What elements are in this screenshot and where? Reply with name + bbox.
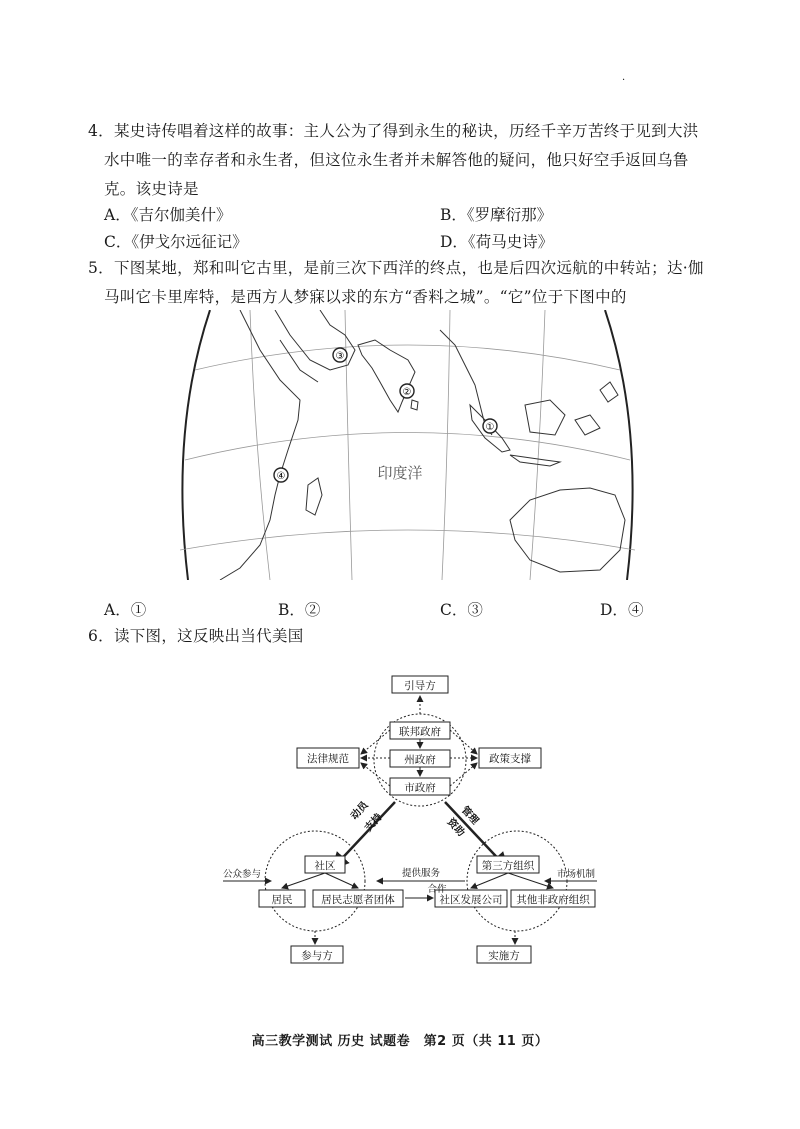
question-5	[88, 254, 718, 312]
page-corner-mark: ·	[622, 75, 626, 86]
mobilize-label-2: 支持	[363, 811, 385, 835]
map-marker-1	[483, 419, 497, 433]
manage-label-1: 管理	[458, 804, 481, 827]
page-footer: 高三教学测试 历史 试题卷 第2 页（共 11 页）	[251, 1034, 549, 1049]
map-svg	[180, 310, 635, 580]
residents-label: 居民	[271, 894, 293, 906]
question-5-line-2: 马叫它卡里库特，是西方人梦寐以求的东方“香料之城”。“它”位于下图中的	[104, 288, 627, 306]
map-marker-2	[400, 384, 414, 398]
question-4-line-1: 4．某史诗传唱着这样的故事：主人公为了得到永生的秘诀，历经千辛万苦终于见到大洪	[88, 122, 699, 140]
question-6-line-1: 6．读下图，这反映出当代美国	[88, 627, 304, 645]
law-label: 法律规范	[307, 753, 349, 765]
volunteers-label: 居民志愿者团体	[321, 894, 395, 906]
globe-edge-right	[605, 310, 633, 580]
federal-label: 联邦政府	[399, 726, 441, 738]
question-4-option-a: A．《吉尔伽美什》	[104, 206, 232, 224]
other-npo-label: 其他非政府组织	[516, 894, 590, 906]
state-label: 州政府	[404, 754, 436, 766]
question-4-line-3: 克。该史诗是	[104, 180, 199, 198]
map-ocean-label: 印度洋	[377, 464, 423, 482]
governance-diagram-svg	[215, 668, 605, 973]
public-participation-label: 公众参与	[223, 869, 262, 880]
map-marker-2-label: ②	[402, 387, 412, 398]
indian-ocean-map	[180, 310, 635, 580]
cooperation-label: 合作	[427, 884, 447, 895]
question-5-option-b: B．②	[278, 601, 321, 619]
question-4	[88, 117, 718, 204]
question-5-option-d: D．④	[600, 601, 644, 619]
implementer-label: 实施方	[488, 950, 520, 962]
mobilize-label-1: 动员	[349, 799, 371, 823]
question-5-option-a: A．①	[104, 601, 147, 619]
map-marker-3	[333, 348, 347, 362]
guide-label: 引导方	[404, 680, 436, 692]
third-party-label: 第三方组织	[481, 860, 535, 872]
question-6	[88, 622, 718, 651]
governance-diagram	[215, 668, 605, 973]
question-4-option-c: C．《伊戈尔远征记》	[104, 233, 248, 251]
provide-service-label: 提供服务	[401, 868, 441, 879]
question-4-line-2: 水中唯一的幸存者和永生者，但这位永生者并未解答他的疑问，他只好空手返回乌鲁	[104, 151, 689, 169]
community-label: 社区	[314, 860, 336, 872]
question-5-line-1: 5．下图某地，郑和叫它古里，是前三次下西洋的终点，也是后四次远航的中转站；达·伽	[88, 259, 704, 277]
map-marker-4-label: ④	[276, 471, 286, 482]
city-label: 市政府	[404, 782, 436, 794]
globe-edge-left	[182, 310, 210, 580]
community-circle	[265, 831, 365, 931]
dev-company-label: 社区发展公司	[439, 894, 503, 906]
question-4-option-b: B．《罗摩衍那》	[440, 206, 553, 224]
policy-label: 政策支撑	[489, 753, 531, 765]
map-marker-3-label: ③	[335, 351, 345, 362]
manage-label-2: 资助	[444, 816, 467, 839]
market-mechanism-label: 市场机制	[557, 869, 596, 880]
question-4-option-d: D．《荷马史诗》	[440, 233, 554, 251]
participant-label: 参与方	[301, 950, 333, 962]
graticule	[180, 310, 635, 580]
map-marker-1-label: ①	[485, 422, 495, 433]
map-marker-4	[274, 468, 288, 482]
question-5-option-c: C．③	[440, 601, 483, 619]
